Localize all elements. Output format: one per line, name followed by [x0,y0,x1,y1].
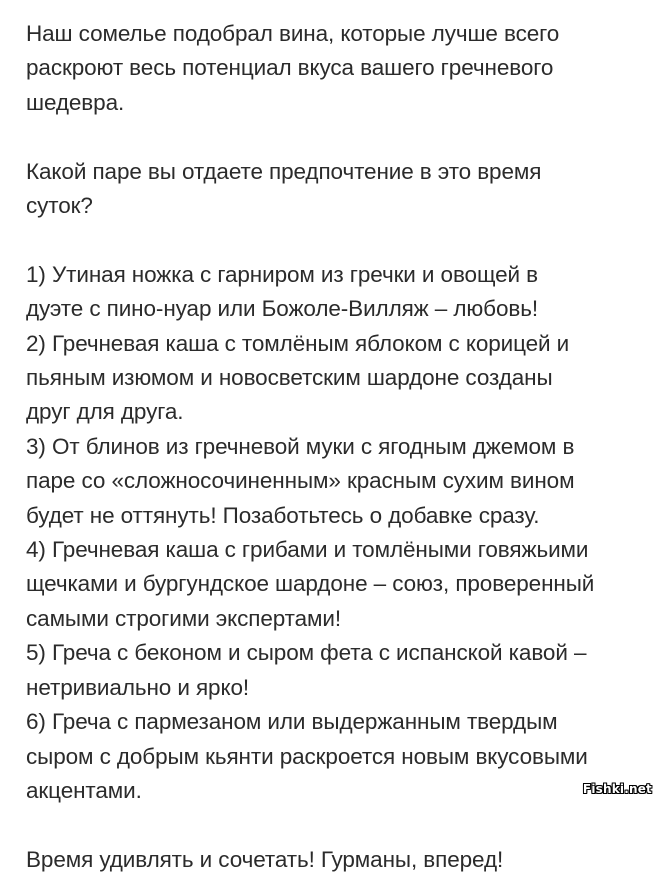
paragraph-spacer [26,223,651,257]
intro-paragraph: Наш сомелье подобрал вина, которые лучше всего раскроют весь потенциал вкуса вашего гречневого шедевра. [26,21,560,115]
list-item: 5) Греча с беконом и сыром фета с испанской кавой – нетривиально и ярко! [26,640,587,700]
paragraph-spacer [26,120,651,154]
list-item: 2) Гречневая каша с томлёным яблоком с корицей и пьяным изюмом и новосветским шардоне созданы друг для друга. [26,330,570,425]
post-text [26,17,651,877]
question-paragraph: Какой паре вы отдаете предпочтение в это время суток? [26,158,542,219]
site-watermark: Fishki.net [582,782,652,796]
list-item: 3) От блинов из гречневой муки с ягодным джемом в паре со «сложносочиненным» красным сухим вином будет не оттянуть! Позаботьтесь о добавке сразу. [26,433,575,528]
paragraph-spacer [26,808,651,842]
list-item: 6) Греча с пармезаном или выдержанным твердым сыром с добрым кьянти раскроется новым вкусовыми акцентами. [26,709,588,803]
list-item: 1) Утиная ножка с гарниром из гречки и овощей в дуэте с пино-нуар или Божоле-Вилляж – любовь! [26,261,539,322]
pairing-list [26,258,651,809]
closing-paragraph: Время удивлять и сочетать! Гурманы, вперед! [26,846,504,872]
list-item: 4) Гречневая каша с грибами и томлёными говяжьими щечками и бургундское шардоне – союз, проверенный самыми строгими экспертами! [26,537,595,631]
